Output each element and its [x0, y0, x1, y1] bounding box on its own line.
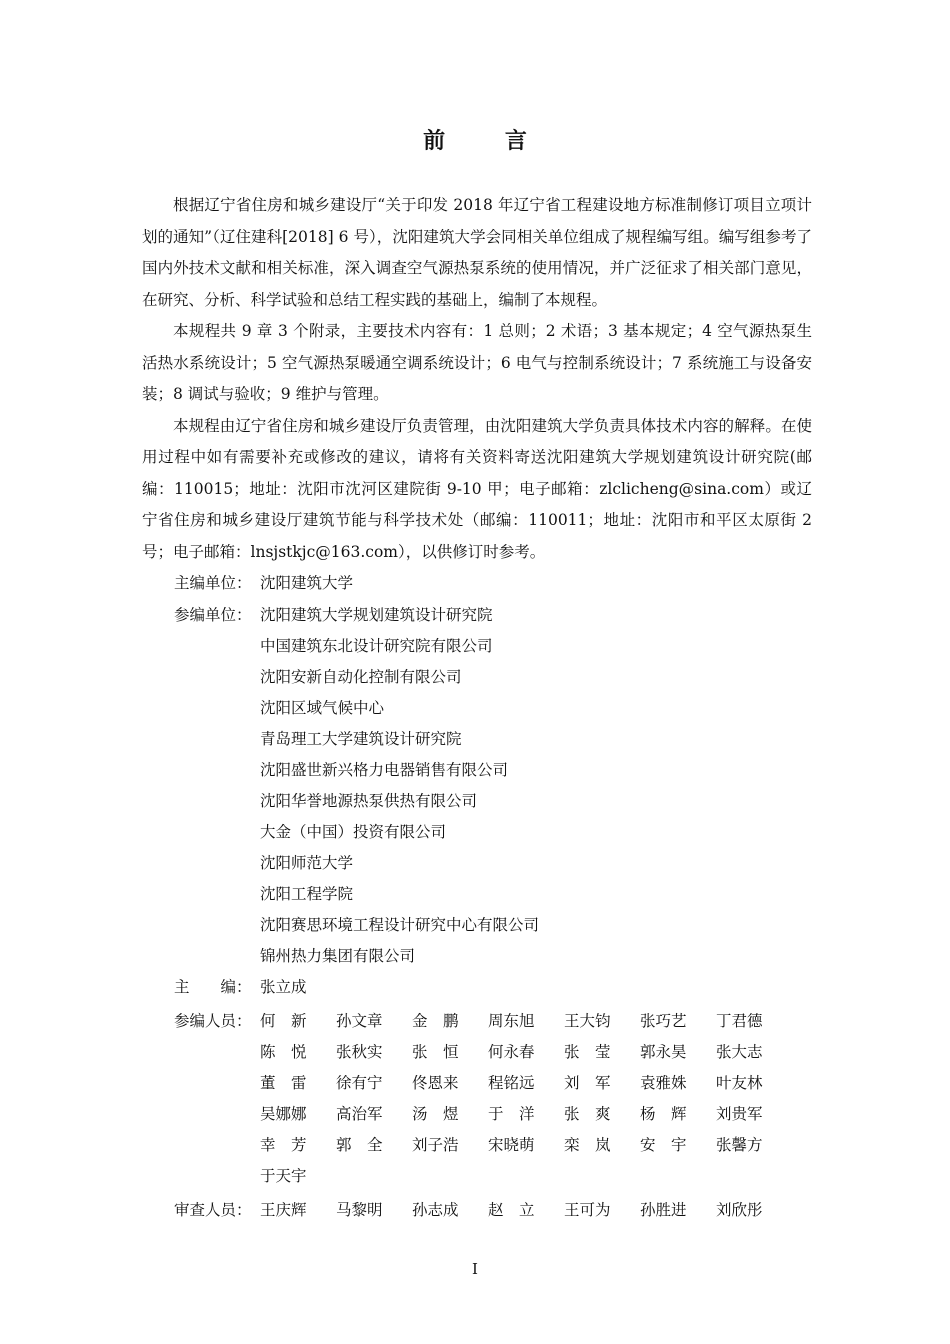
unit-item: 沈阳赛思环境工程设计研究中心有限公司: [260, 915, 540, 934]
participating-units-row: [142, 600, 812, 972]
person-name: 何永春: [488, 1043, 535, 1061]
unit-item: 沈阳区域气候中心: [260, 698, 385, 717]
person-name: 张 莹: [564, 1043, 611, 1061]
person-name: 袁雅姝: [640, 1074, 687, 1092]
person-name: 董 雷: [260, 1074, 307, 1092]
person-name: 郭永昊: [640, 1043, 687, 1061]
person-name: 张 爽: [564, 1105, 611, 1123]
paragraph-management: 本规程由辽宁省住房和城乡建设厅负责管理，由沈阳建筑大学负责具体技术内容的解释。在使用过程中如有需要补充或修改的建议，请将有关资料寄送沈阳建筑大学规划建筑设计研究院(邮编：110015；地址：沈阳市沈河区建院街 9-10 甲；电子邮箱：zlclicheng@sina.com）或辽宁省住房和城乡建设厅建筑节能与科学技术处（邮编：110011；地址：沈阳市和平区太原街 2 号；电子邮箱：lnsjstkjc@163.com），以供修订时参考。: [142, 416, 812, 561]
unit-item: 青岛理工大学建筑设计研究院: [260, 729, 462, 748]
unit-item: 沈阳安新自动化控制有限公司: [260, 667, 462, 686]
participants-grid: [260, 1006, 812, 1192]
person-name: 王庆辉: [260, 1201, 307, 1219]
chief-unit-row: [142, 568, 812, 600]
person-name: 张 恒: [412, 1043, 459, 1061]
person-name: 高治军: [336, 1105, 383, 1123]
person-name: 赵 立: [488, 1201, 535, 1219]
person-name: 张巧艺: [640, 1012, 687, 1030]
person-name: 佟恩来: [412, 1074, 459, 1092]
reviewers-label: 审查人员：: [174, 1201, 252, 1219]
unit-item: 中国建筑东北设计研究院有限公司: [260, 636, 493, 655]
person-name: 陈 悦: [260, 1043, 307, 1061]
page-number: I: [472, 1260, 478, 1278]
person-name: 张秋实: [336, 1043, 383, 1061]
unit-item: 沈阳华誉地源热泵供热有限公司: [260, 791, 478, 810]
person-name: 刘贵军: [716, 1105, 763, 1123]
page-title: 前 言: [423, 129, 553, 154]
participants-row: [142, 1006, 812, 1192]
participating-units-label: 参编单位：: [174, 605, 252, 624]
person-name: 周东旭: [488, 1012, 535, 1030]
unit-item: 沈阳师范大学: [260, 853, 354, 872]
person-name: 郭 全: [336, 1136, 383, 1154]
unit-item: 沈阳工程学院: [260, 884, 354, 903]
person-name: 刘 军: [564, 1074, 611, 1092]
person-name: 孙胜进: [640, 1201, 687, 1219]
person-name: 王可为: [564, 1201, 611, 1219]
person-name: 孙志成: [412, 1201, 459, 1219]
chief-editor-row: [142, 972, 812, 1004]
person-name: 吴娜娜: [260, 1105, 307, 1123]
person-name: 王大钧: [564, 1012, 611, 1030]
person-name: 刘子浩: [412, 1136, 459, 1154]
paragraph-contents: 本规程共 9 章 3 个附录，主要技术内容有：1 总则；2 术语；3 基本规定；4 空气源热泵生活热水系统设计；5 空气源热泵暖通空调系统设计；6 电气与控制系统设计；7 系统施工与设备安装；8 调试与验收；9 维护与管理。: [142, 322, 812, 403]
person-name: 于天宇: [260, 1167, 307, 1185]
person-name: 宋晓萌: [488, 1136, 535, 1154]
person-name: 丁君德: [716, 1012, 763, 1030]
person-name: 马黎明: [336, 1201, 383, 1219]
reviewers-row: [142, 1195, 812, 1227]
person-name: 栾 岚: [564, 1136, 611, 1154]
unit-item: 锦州热力集团有限公司: [260, 946, 416, 965]
person-name: 叶友林: [716, 1074, 763, 1092]
chief-unit-label: 主编单位：: [174, 574, 252, 592]
person-name: 徐有宁: [336, 1074, 383, 1092]
chief-editor-label: 主 编：: [174, 977, 252, 996]
person-name: 杨 辉: [640, 1105, 687, 1123]
chief-editor-value: 张立成: [260, 977, 307, 996]
paragraph-background: 根据辽宁省住房和城乡建设厅“关于印发 2018 年辽宁省工程建设地方标准制修订项目立项计划的通知”（辽住建科[2018] 6 号），沈阳建筑大学会同相关单位组成了规程编写组。编写组参考了国内外技术文献和相关标准，深入调查空气源热泵系统的使用情况，并广泛征求了相关部门意见，在研究、分析、科学试验和总结工程实践的基础上，编制了本规程。: [142, 196, 812, 309]
person-name: 程铭远: [488, 1074, 535, 1092]
preface-body: [142, 190, 812, 1227]
person-name: 于 洋: [488, 1105, 535, 1123]
unit-item: 沈阳盛世新兴格力电器销售有限公司: [260, 760, 509, 779]
person-name: 张馨方: [716, 1136, 763, 1154]
person-name: 孙文章: [336, 1012, 383, 1030]
reviewers-grid: [260, 1195, 812, 1227]
person-name: 金 鹏: [412, 1012, 459, 1030]
unit-item: 大金（中国）投资有限公司: [260, 822, 447, 841]
person-name: 张大志: [716, 1043, 763, 1061]
participating-units-list: [260, 600, 812, 972]
person-name: 何 新: [260, 1012, 307, 1030]
person-name: 幸 芳: [260, 1136, 307, 1154]
participants-label: 参编人员：: [174, 1012, 252, 1030]
unit-item: 沈阳建筑大学规划建筑设计研究院: [260, 605, 493, 624]
person-name: 刘欣彤: [716, 1201, 763, 1219]
person-name: 汤 煜: [412, 1105, 459, 1123]
chief-unit-value: 沈阳建筑大学: [260, 574, 354, 592]
person-name: 安 宇: [640, 1136, 687, 1154]
